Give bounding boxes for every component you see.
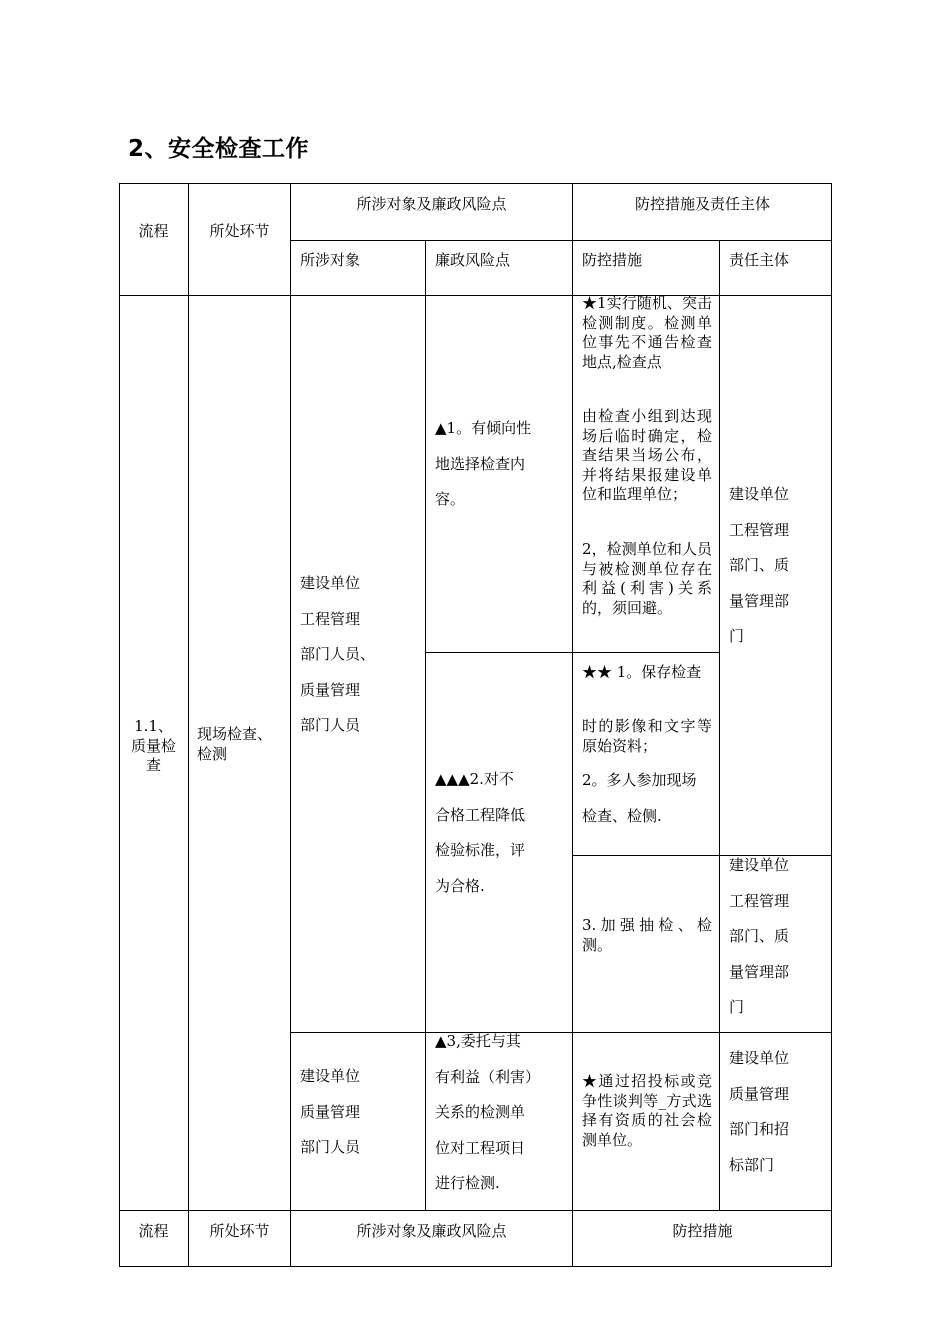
section-heading: 2、安全检查工作 bbox=[128, 136, 310, 162]
header-risk: 廉政风险点 bbox=[435, 251, 511, 269]
owner-3: 建设单位 质量管理 部门和招 标部门 bbox=[729, 1049, 790, 1174]
header-measure-owner: 防控措施及责任主体 bbox=[634, 195, 770, 213]
footer-flow: 流程 bbox=[138, 1222, 169, 1240]
header-target-risk: 所涉对象及廉政风险点 bbox=[356, 195, 507, 213]
measure-2b: 时的影像和文字等原始资料； bbox=[582, 717, 712, 755]
measure-2c: 2。多人参加现场 检查、检侧. bbox=[582, 771, 697, 825]
target-a: 建设单位 工程管理 部门人员、 质量管理 部门人员 bbox=[300, 574, 376, 734]
row-flow: 1.1、 质量检 查 bbox=[130, 717, 176, 774]
footer-target-risk: 所涉对象及廉政风险点 bbox=[356, 1222, 507, 1240]
header-owner: 责任主体 bbox=[729, 251, 790, 269]
footer-measure: 防控措施 bbox=[672, 1222, 733, 1240]
measure-1c: 2，检测单位和人员与被检测单位存在利益(利害)关系的，须回避。 bbox=[582, 540, 712, 617]
header-flow: 流程 bbox=[138, 222, 169, 240]
measure-4: ★通过招投标或竞争性谈判等_方式选择有资质的社会检测单位。 bbox=[582, 1072, 712, 1149]
target-b: 建设单位 质量管理 部门人员 bbox=[300, 1067, 361, 1156]
inspection-table bbox=[119, 183, 832, 1267]
measure-2a: ★★ 1。保存检查 bbox=[582, 663, 702, 681]
measure-1b: 由检查小组到达现场后临时确定，检查结果当场公布，并将结果报建设单位和监理单位； bbox=[582, 407, 712, 503]
header-measure: 防控措施 bbox=[582, 251, 643, 269]
owner-2: 建设单位 工程管理 部门、质 量管理部 门 bbox=[729, 856, 790, 1016]
risk-1: ▲1。有倾向性 地选择检查内 容。 bbox=[435, 419, 532, 508]
owner-1: 建设单位 工程管理 部门、质 量管理部 门 bbox=[729, 485, 790, 645]
header-target: 所涉对象 bbox=[300, 251, 361, 269]
measure-3: 3.加强抽检、检测。 bbox=[582, 916, 712, 954]
footer-stage: 所处环节 bbox=[209, 1222, 270, 1240]
measure-1a: ★1实行随机、突击检测制度。检测单位事先不通告检查地点,检查点 bbox=[582, 294, 712, 371]
risk-2: ▲▲▲2.对不 合格工程降低 检验标准，评 为合格. bbox=[435, 770, 526, 895]
row-stage: 现场检查、 检测 bbox=[197, 725, 273, 763]
header-stage: 所处环节 bbox=[209, 222, 270, 240]
risk-3: ▲3,委托与其 有利益（利害） 关系的检测单 位对工程项日 进行检测. bbox=[435, 1032, 541, 1192]
